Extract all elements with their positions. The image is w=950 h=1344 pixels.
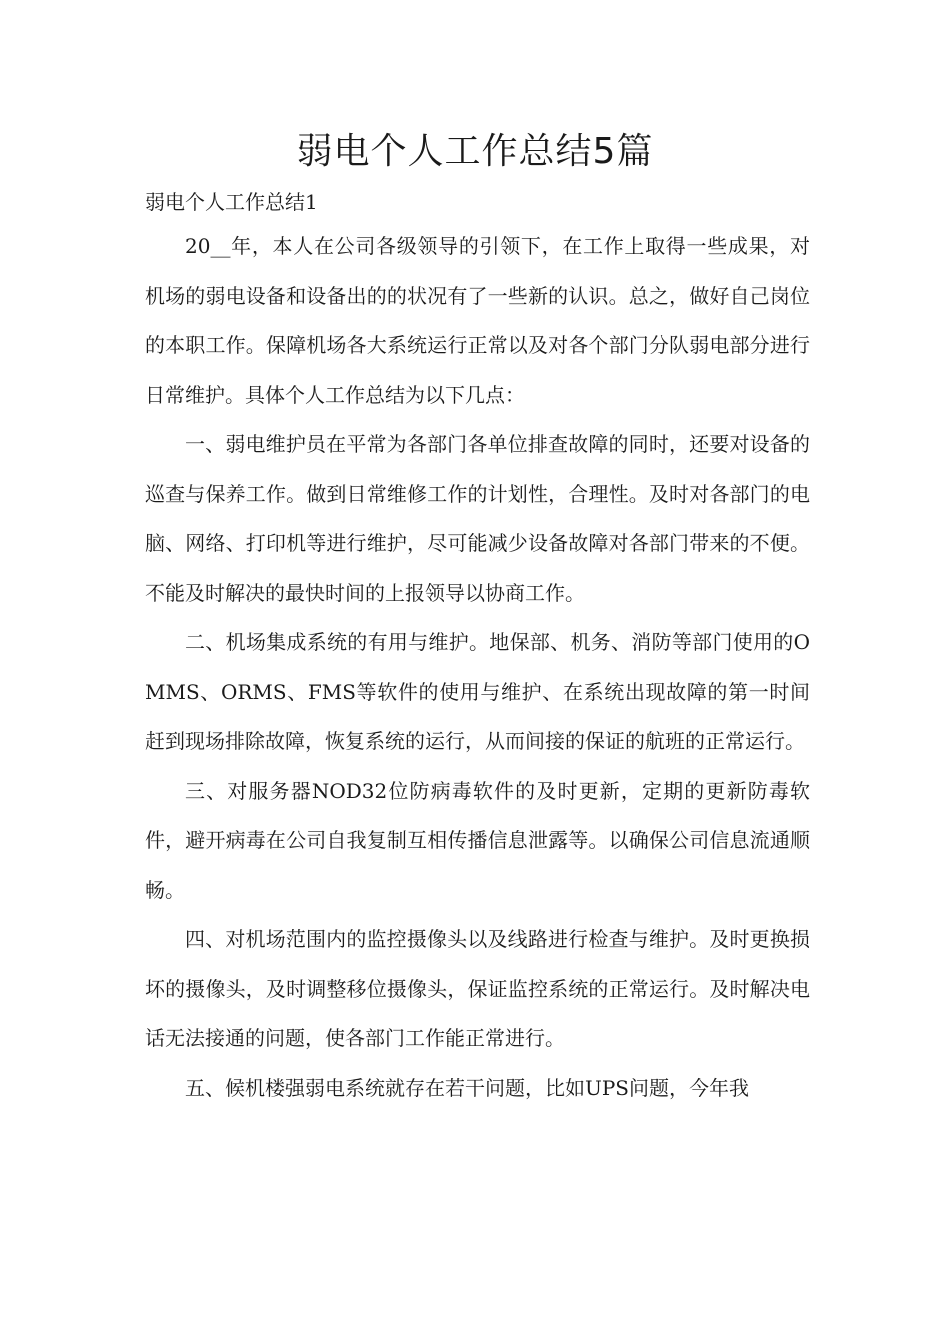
document-body [145,182,810,1113]
paragraph-point-1: 一、弱电维护员在平常为各部门各单位排查故障的同时，还要对设备的巡查与保养工作。做到日常维修工作的计划性，合理性。及时对各部门的电脑、网络、打印机等进行维护，尽可能减少设备故障对各部门带来的不便。不能及时解决的最快时间的上报领导以协商工作。 [145,432,810,605]
paragraph-point-3: 三、对服务器NOD32位防病毒软件的及时更新，定期的更新防毒软件，避开病毒在公司自我复制互相传播信息泄露等。以确保公司信息流通顺畅。 [145,778,810,902]
section-heading: 弱电个人工作总结1 [145,190,318,214]
paragraph-point-2: 二、机场集成系统的有用与维护。地保部、机务、消防等部门使用的OMMS、ORMS、FMS等软件的使用与维护、在系统出现故障的第一时间赶到现场排除故障，恢复系统的运行，从而间接的保证的航班的正常运行。 [145,630,810,753]
paragraph-point-5: 五、候机楼强弱电系统就存在若干问题，比如UPS问题，今年我 [185,1075,750,1100]
document-title: 弱电个人工作总结5篇 [296,131,654,172]
paragraph-intro: 20__年，本人在公司各级领导的引领下，在工作上取得一些成果，对机场的弱电设备和设备出的的状况有了一些新的认识。总之，做好自己岗位的本职工作。保障机场各大系统运行正常以及对各个部门分队弱电部分进行日常维护。具体个人工作总结为以下几点： [145,234,810,407]
paragraph-point-4: 四、对机场范围内的监控摄像头以及线路进行检查与维护。及时更换损坏的摄像头，及时调整移位摄像头，保证监控系统的正常运行。及时解决电话无法接通的问题，使各部门工作能正常进行。 [145,927,810,1050]
